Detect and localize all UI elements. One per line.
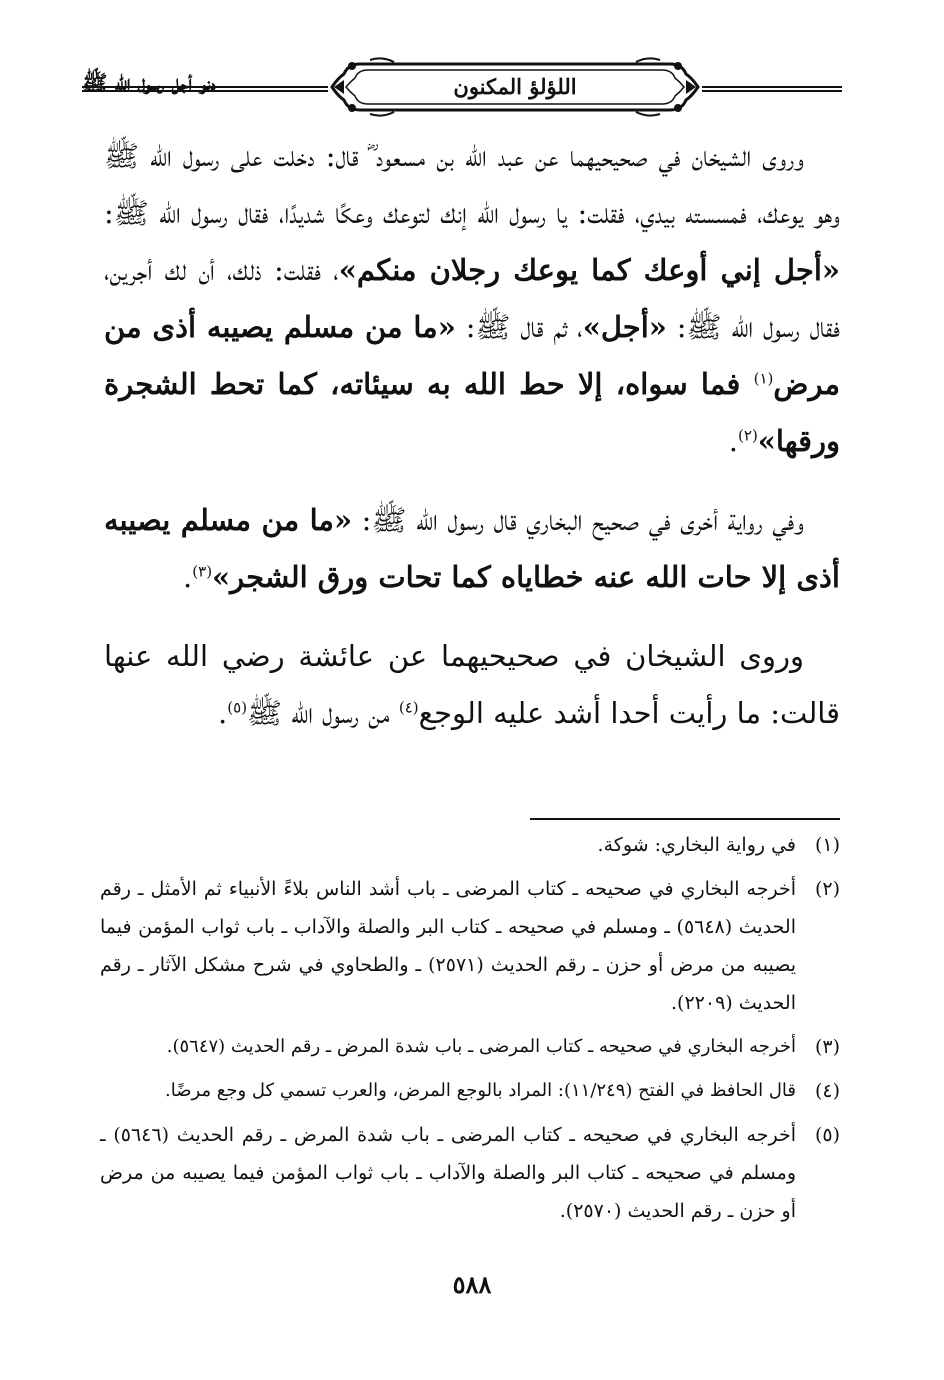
- paragraph-1: [104, 128, 840, 470]
- hadith-quote-1: «أجل إني أوعك كما يوعك رجلان منكم»: [338, 253, 840, 287]
- footnote-number: (٢): [814, 878, 840, 900]
- paragraph-1-intro: وروى الشيخان في صحيحيهما عن عبد الله بن مسعود ؓ قال: دخلت على رسول الله ﷺ وهو يوعك، فمسسته بيدي، فقلت: يا رسول الله إنك لتوعك وعكًا شديدًا، فقال رسول الله ﷺ:: [104, 139, 840, 230]
- paragraph-3: [104, 628, 840, 742]
- footnote-item: [100, 1028, 840, 1066]
- hadith-quote-4: «ما من مسلم يصيبه أذى إلا حات الله عنه خطاياه كما تحات ورق الشجر»: [104, 503, 840, 594]
- hadith-quote-3a: «ما من مسلم يصيبه أذى من مرض: [104, 310, 840, 401]
- footnote-number: (٤): [814, 1080, 840, 1102]
- paragraph-3-text-a: وروى الشيخان في صحيحيهما عن عائشة رضي الله عنها قالت: ما رأيت أحدا أشد عليه الوجع: [104, 639, 840, 730]
- main-text: [104, 128, 840, 764]
- paragraph-3-end: .: [218, 696, 228, 730]
- paragraph-2-end: .: [183, 560, 193, 594]
- footnote-text: قال الحافظ في الفتح (١١/٢٤٩): المراد بالوجع المرض، والعرب تسمي كل وجع مرضًا.: [165, 1080, 796, 1101]
- footnote-number: (٣): [814, 1036, 840, 1058]
- footnote-item: [100, 870, 840, 1022]
- footnote-text: أخرجه البخاري في صحيحه ـ كتاب المرضى ـ باب شدة المرض ـ رقم الحديث (٥٦٤٦) ـ ومسلم في صحيحه ـ كتاب البر والصلة والآداب ـ باب ثواب المؤمن فيما يصيبه من مرض أو حزن ـ رقم الحديث (٢٥٧٠).: [100, 1124, 796, 1222]
- footnote-separator: [530, 818, 840, 820]
- paragraph-1-mid-2: ، ثم قال ﷺ:: [455, 310, 583, 344]
- hadith-quote-3b: فما سواه، إلا حط الله به سيئاته، كما تحط الشجرة ورقها»: [104, 367, 840, 458]
- chapter-title: دنو أجل رسول الله ﷺ: [82, 70, 216, 95]
- running-header: [80, 52, 844, 122]
- header-rule-right: [702, 86, 842, 92]
- footnote-item: [100, 1116, 840, 1230]
- footnote-ref-1[interactable]: (١): [753, 369, 774, 388]
- footnote-text: أخرجه البخاري في صحيحه ـ كتاب المرضى ـ باب شدة المرض ـ رقم الحديث (٥٦٤٧).: [166, 1036, 796, 1057]
- footnotes: [100, 826, 840, 1236]
- footnote-text: أخرجه البخاري في صحيحه ـ كتاب المرضى ـ باب أشد الناس بلاءً الأنبياء ثم الأمثل ـ رقم الحديث (٥٦٤٨) ـ ومسلم في صحيحه ـ كتاب البر والصلة والآداب ـ باب ثواب المؤمن فيما يصيبه من مرض أو حزن ـ رقم الحديث (٢٥٧١) ـ والطحاوي في شرح مشكل الآثار ـ رقم الحديث (٢٢٠٩).: [100, 878, 796, 1014]
- paragraph-2-intro: وفي رواية أخرى في صحيح البخاري قال رسول الله ﷺ:: [352, 503, 805, 537]
- footnote-number: (٥): [814, 1124, 840, 1146]
- page-number: ٥٨٨: [452, 1270, 492, 1299]
- hadith-quote-2: «أجل»: [582, 310, 667, 344]
- footnote-ref-4[interactable]: (٤): [398, 698, 419, 717]
- paragraph-3-text-b: من رسول الله ﷺ: [247, 696, 399, 730]
- book-title: اللؤلؤ المكنون: [453, 74, 577, 99]
- paragraph-1-end: .: [728, 424, 739, 458]
- paragraph-2: [104, 492, 840, 606]
- ornamental-cartouche-icon: [330, 56, 700, 118]
- footnote-ref-2[interactable]: (٢): [738, 426, 758, 445]
- footnote-ref-5[interactable]: (٥): [227, 698, 248, 717]
- footnote-number: (١): [814, 834, 840, 856]
- paragraph-1-mid: ، فقلت: ذلك، أن لك أجرين، فقال رسول الله ﷺ:: [104, 253, 840, 344]
- footnote-text: في رواية البخاري: شوكة.: [597, 834, 796, 856]
- footnote-item: [100, 826, 840, 864]
- footnote-ref-3[interactable]: (٣): [192, 562, 213, 581]
- footnote-item: [100, 1072, 840, 1110]
